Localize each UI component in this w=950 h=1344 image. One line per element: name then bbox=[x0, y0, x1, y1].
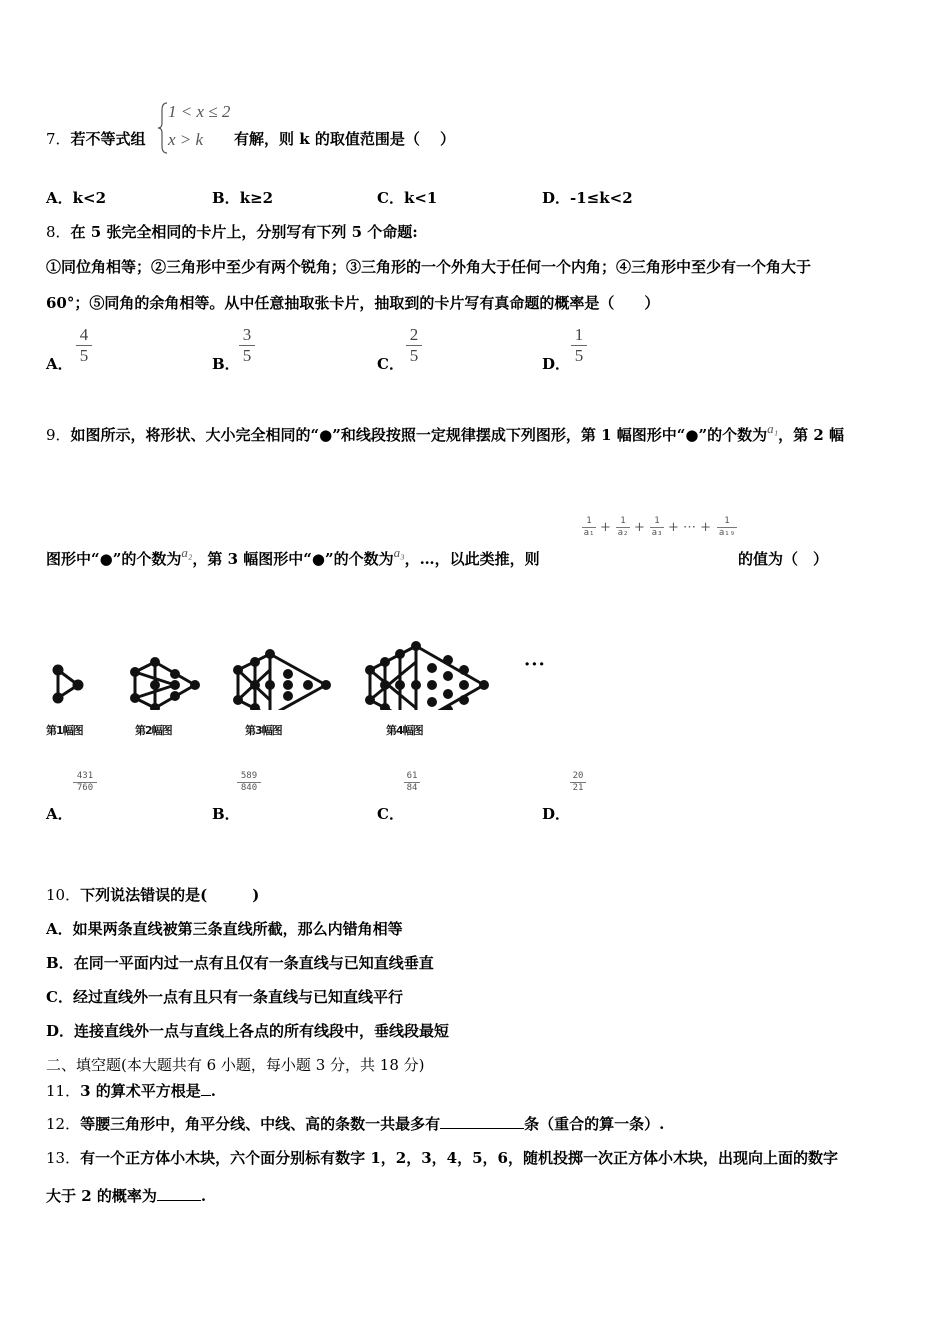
figure-caption-2: 第2幅图 bbox=[135, 724, 172, 737]
figure-4-dots bbox=[367, 643, 488, 711]
q9-a3: a₃ bbox=[393, 545, 405, 560]
q9-figure-more: ··· bbox=[524, 654, 546, 675]
q9-line2-end: 的值为（ ） bbox=[738, 550, 829, 568]
figure-caption-3: 第3幅图 bbox=[245, 724, 282, 737]
q7-prefix: 若不等式组 bbox=[70, 130, 146, 148]
sum-plus-2: + bbox=[634, 520, 645, 535]
q8-option-d-fraction: 1 5 bbox=[571, 326, 587, 365]
q8-option-a-fraction: 4 5 bbox=[76, 326, 92, 365]
q12: 12．等腰三角形中，角平分线、中线、高的条数一共最多有 条（重合的算一条）. bbox=[46, 1115, 665, 1133]
q9-option-a-fraction: 431 760 bbox=[73, 771, 97, 794]
q9-a1: a₁ bbox=[767, 421, 779, 436]
q8-option-a[interactable]: A． bbox=[46, 355, 73, 373]
q8-stem bbox=[46, 221, 418, 242]
q11-answer-blank[interactable] bbox=[201, 1081, 211, 1096]
sum-plus-1: + bbox=[600, 520, 611, 535]
q9-option-c[interactable]: C． bbox=[377, 805, 404, 823]
q8-number: 8． bbox=[46, 223, 71, 241]
q9-line1: 9．如图所示，将形状、大小完全相同的“●”和线段按照一定规律摆成下列图形，第 1 幅图形中“●”的个数为a₁，第 2 幅 bbox=[46, 421, 845, 444]
q8-option-c-fraction: 2 5 bbox=[406, 326, 422, 365]
q10-option-d[interactable]: D．连接直线外一点与直线上各点的所有线段中，垂线段最短 bbox=[46, 1022, 450, 1040]
sum-term-1: 1 a₁ bbox=[583, 516, 595, 538]
figure-caption-4: 第4幅图 bbox=[386, 724, 423, 737]
q9-number: 9． bbox=[46, 426, 71, 444]
q8-option-b[interactable]: B． bbox=[212, 355, 240, 373]
q12-answer-blank[interactable] bbox=[440, 1114, 524, 1129]
section-2-title: 二、填空题(本大题共有 6 小题，每小题 3 分，共 18 分) bbox=[46, 1056, 425, 1074]
q7-option-a[interactable]: A．k<2 bbox=[46, 189, 107, 207]
q8-option-b-fraction: 3 5 bbox=[239, 326, 255, 365]
q9-a2: a₂ bbox=[181, 545, 193, 560]
q7-option-b[interactable]: B．k≥2 bbox=[212, 189, 274, 207]
q9-line2: 图形中“●”的个数为a₂，第 3 幅图形中“●”的个数为a₃，…，以此类推，则 bbox=[46, 545, 540, 568]
q8-line1: 在 5 张完全相同的卡片上，分别写有下列 5 个命题: bbox=[70, 223, 418, 241]
q10-option-a[interactable]: A．如果两条直线被第三条直线所截，那么内错角相等 bbox=[46, 920, 403, 938]
q10-option-b[interactable]: B．在同一平面内过一点有且仅有一条直线与已知直线垂直 bbox=[46, 954, 434, 972]
q8-option-d[interactable]: D． bbox=[542, 355, 571, 373]
sum-term-3: 1 a₃ bbox=[651, 516, 663, 538]
q9-option-b-fraction: 589 840 bbox=[237, 771, 261, 794]
figure-caption-1: 第1幅图 bbox=[46, 724, 83, 737]
q9-figures bbox=[40, 640, 560, 710]
sum-term-2: 1 a₂ bbox=[617, 516, 629, 538]
q13-answer-blank[interactable] bbox=[157, 1186, 201, 1201]
q9-option-c-fraction: 61 84 bbox=[404, 771, 420, 794]
q7-system bbox=[157, 100, 229, 156]
q7-option-c[interactable]: C．k<1 bbox=[377, 189, 438, 207]
q9-option-d[interactable]: D． bbox=[542, 805, 571, 823]
q13-line1: 13．有一个正方体小木块，六个面分别标有数字 1，2，3，4，5，6，随机投掷一次正方体小木块，出现向上面的数字 bbox=[46, 1149, 838, 1167]
q8-line2: ①同位角相等；②三角形中至少有两个锐角；③三角形的一个外角大于任何一个内角；④三角形中至少有一个角大于 bbox=[46, 258, 812, 276]
figure-3-dots bbox=[235, 651, 330, 711]
q9-option-a[interactable]: A． bbox=[46, 805, 73, 823]
q8-line3: 60°；⑤同角的余角相等。从中任意抽取张卡片，抽取到的卡片写有真命题的概率是（ ） bbox=[46, 294, 660, 312]
figure-1-dots bbox=[54, 666, 82, 702]
q7-option-d[interactable]: D．-1≤k<2 bbox=[542, 189, 633, 207]
q10-option-c[interactable]: C．经过直线外一点有且只有一条直线与已知直线平行 bbox=[46, 988, 403, 1006]
q9-option-d-fraction: 20 21 bbox=[570, 771, 586, 794]
q7-system-line2: x > k bbox=[168, 130, 204, 149]
sum-ellipsis: + ⋯ + bbox=[668, 520, 712, 535]
q7-system-line1: 1 < x ≤ 2 bbox=[168, 102, 231, 121]
q7-stem bbox=[46, 128, 146, 149]
figure-2-dots bbox=[132, 659, 199, 711]
q11: 11．3 的算术平方根是 . bbox=[46, 1082, 216, 1100]
q13-line2: 大于 2 的概率为 . bbox=[46, 1187, 207, 1205]
q7-suffix: 有解，则 k 的取值范围是（ ） bbox=[234, 130, 456, 148]
sum-term-19: 1 a₁₉ bbox=[718, 516, 736, 538]
q10-stem: 10．下列说法错误的是( ) bbox=[46, 886, 260, 904]
q8-option-c[interactable]: C． bbox=[377, 355, 404, 373]
q9-option-b[interactable]: B． bbox=[212, 805, 240, 823]
q7-number: 7． bbox=[46, 130, 71, 148]
